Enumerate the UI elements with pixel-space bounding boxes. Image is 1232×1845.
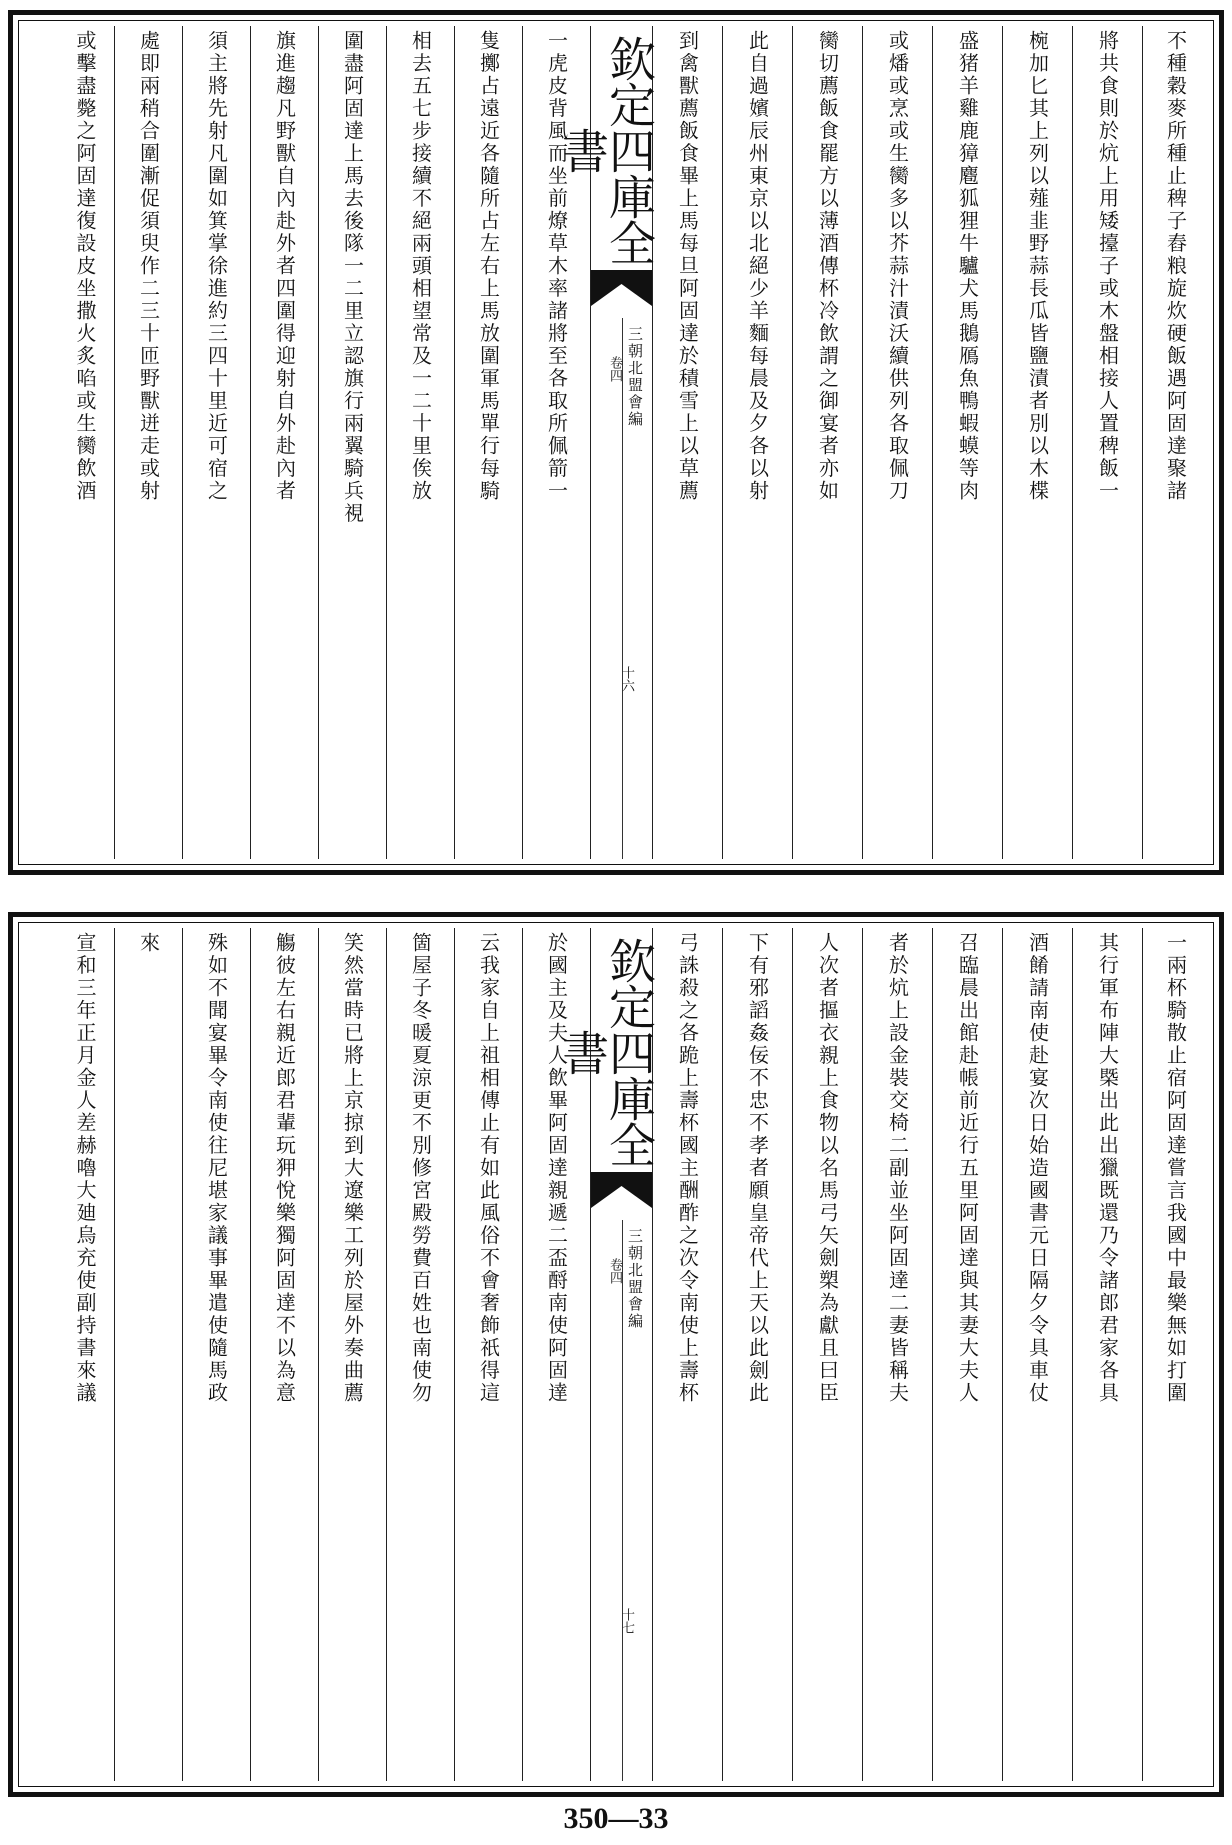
text-column: [114, 928, 182, 1781]
column-text: 云我家自上祖相傳止有如此風俗不會奢飾祇得這: [476, 932, 501, 1405]
text-column: [182, 26, 250, 859]
text-column: [932, 928, 1002, 1781]
text-column: [1142, 928, 1208, 1781]
book-title: 欽定四庫全書: [554, 35, 656, 265]
column-text: 觴彼左右親近郎君輩玩狎悅樂獨阿固達不以為意: [272, 932, 297, 1405]
column-text: 隻擲占遠近各隨所占左右上馬放圍軍馬單行每騎: [476, 30, 501, 503]
column-text: 到禽獸薦飯食畢上馬每旦阿固達於積雪上以草薦: [675, 30, 700, 503]
text-column: [318, 928, 386, 1781]
text-column: [792, 26, 862, 859]
juan-number: 卷四: [607, 1258, 622, 1284]
text-column: [114, 26, 182, 859]
text-column: [56, 928, 114, 1781]
text-column: [1002, 26, 1072, 859]
column-text: 不種穀麥所種止稗子舂粮旋炊硬飯遇阿固達聚諸: [1163, 30, 1188, 503]
text-column: [454, 26, 522, 859]
column-text: 一虎皮背風而坐前燎草木率諸將至各取所佩箭一: [544, 30, 569, 503]
text-column: [250, 26, 318, 859]
column-text: 箇屋子冬暖夏涼更不別修宮殿勞費百姓也南使勿: [408, 932, 433, 1405]
text-column: [56, 26, 114, 859]
column-text: 相去五七步接續不絕兩頭相望常及一二十里俟放: [408, 30, 433, 503]
column-text: 宣和三年正月金人差赫嚕大廸烏充使副持書來議: [73, 932, 97, 1405]
column-text: 圍盡阿固達上馬去後隊一二里立認旗行兩翼騎兵視: [340, 30, 365, 525]
work-title: 三朝北盟會編: [626, 326, 644, 428]
column-text: 椀加匕其上列以薤韭野蒜長瓜皆鹽漬者別以木楪: [1025, 30, 1050, 503]
text-column: [1072, 26, 1142, 859]
column-text: 下有邪謟姦佞不忠不孝者願皇帝代上天以此劍此: [745, 932, 770, 1405]
banner-rule: [622, 318, 623, 859]
text-column: [182, 928, 250, 1781]
leaf-number: 十六: [619, 666, 634, 692]
column-text: 一兩杯騎散止宿阿固達嘗言我國中最樂無如打圍: [1163, 932, 1188, 1405]
top-page-columns: [24, 26, 1208, 859]
column-text: 其行軍布陣大槩出此出獵既還乃令諸郎君家各具: [1095, 932, 1120, 1405]
column-text: 或擊盡斃之阿固達復設皮坐撒火炙啗或生臠飲酒: [73, 30, 97, 503]
column-text: 須主將先射凡圍如箕掌徐進約三四十里近可宿之: [204, 30, 229, 503]
column-text: 或燔或烹或生臠多以芥蒜汁漬沃續供列各取佩刀: [885, 30, 910, 503]
column-text: 來: [136, 932, 161, 955]
text-column: [722, 26, 792, 859]
text-column: [792, 928, 862, 1781]
text-column: [652, 26, 722, 859]
juan-number: 卷四: [607, 356, 622, 382]
leaf-number: 十七: [619, 1608, 634, 1634]
book-title: 欽定四庫全書: [554, 937, 656, 1167]
text-column: [454, 928, 522, 1781]
column-text: 處即兩稍合圍漸促須臾作二三十匝野獸迸走或射: [136, 30, 161, 503]
top-page-frame: [8, 10, 1224, 875]
text-column: [1072, 928, 1142, 1781]
text-column: [386, 928, 454, 1781]
text-column: [862, 928, 932, 1781]
fishtail-mark-icon: [591, 270, 652, 310]
column-text: 召臨晨出館赴帳前近行五里阿固達與其妻大夫人: [955, 932, 980, 1405]
column-text: 將共食則於炕上用矮擡子或木盤相接人置稗飯一: [1095, 30, 1120, 503]
column-text: 於國主及夫人飲畢阿固達親遞二盃酹南使阿固達: [544, 932, 569, 1405]
column-text: 盛猪羊雞鹿獐麅狐狸牛驢犬馬鵝鴈魚鴨蝦蟆等肉: [955, 30, 980, 503]
column-text: 人次者摳衣親上食物以名馬弓矢劍槊為獻且曰臣: [815, 932, 840, 1405]
work-title: 三朝北盟會編: [626, 1228, 644, 1330]
column-text: 殊如不聞宴畢令南使往尼堪家議事畢遣使隨馬政: [204, 932, 229, 1405]
column-text: 臠切薦飯食罷方以薄酒傳杯冷飲謂之御宴者亦如: [815, 30, 840, 503]
text-column: [318, 26, 386, 859]
text-column: [1002, 928, 1072, 1781]
column-text: 者於炕上設金裝交椅二副並坐阿固達二妻皆稱夫: [885, 932, 910, 1405]
fishtail-mark-icon: [591, 1172, 652, 1212]
column-text: 此自過嬪辰州東京以北絕少羊麵每晨及夕各以射: [745, 30, 770, 503]
text-column: [250, 928, 318, 1781]
column-text: 酒餚請南使赴宴次日始造國書元日隔夕令具車仗: [1025, 932, 1050, 1405]
column-text: 弓誅殺之各跪上壽杯國主酬酢之次令南使上壽杯: [675, 932, 700, 1405]
text-column: [652, 928, 722, 1781]
bottom-page-frame: [8, 912, 1224, 1797]
column-text: 笑然當時已將上京掠到大遼樂工列於屋外奏曲薦: [340, 932, 365, 1405]
text-column: [386, 26, 454, 859]
text-column: [932, 26, 1002, 859]
text-column: [1142, 26, 1208, 859]
column-text: 旗進趨凡野獸自內赴外者四圍得迎射自外赴內者: [272, 30, 297, 503]
bottom-page-columns: [24, 928, 1208, 1781]
text-column: [862, 26, 932, 859]
text-column: [722, 928, 792, 1781]
page-number: 350—33: [563, 1802, 669, 1835]
banner-rule: [622, 1220, 623, 1781]
